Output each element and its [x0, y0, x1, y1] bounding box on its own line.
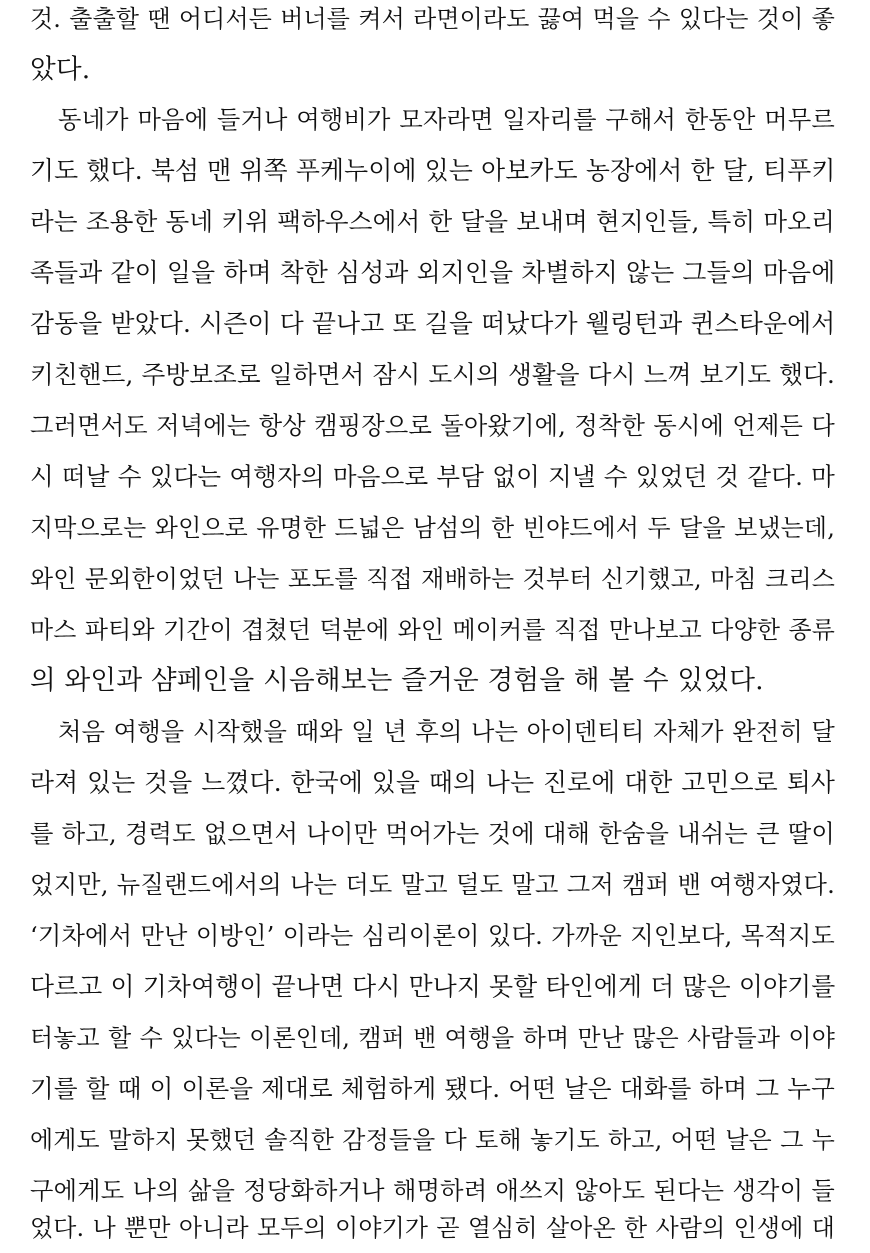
text-line: 처음 여행을 시작했을 때와 일 년 후의 나는 아이덴티티 자체가 완전히 달 [58, 718, 835, 746]
text-line: 다르고 이 기차여행이 끝나면 다시 만나지 못할 타인에게 더 많은 이야기를 [30, 972, 836, 1001]
text-line: 동네가 마음에 들거나 여행비가 모자라면 일자리를 구해서 한동안 머무르 [58, 106, 835, 134]
text-line: 시 떠날 수 있다는 여행자의 마음으로 부담 없이 지낼 수 있었던 것 같다. 마 [30, 462, 835, 491]
text-line: 를 하고, 경력도 없으면서 나이만 먹어가는 것에 대해 한숨을 내쉬는 큰 딸이 [30, 820, 835, 848]
text-line: 었지만, 뉴질랜드에서의 나는 더도 말고 덜도 말고 그저 캠퍼 밴 여행자였다. [30, 871, 835, 899]
text-line: 에게도 말하지 못했던 솔직한 감정들을 다 토해 놓기도 하고, 어떤 날은 그 누 [30, 1126, 835, 1154]
text-line: 았다. [30, 54, 91, 85]
text-line: 와인 문외한이었던 나는 포도를 직접 재배하는 것부터 신기했고, 마침 크리스 [30, 565, 835, 593]
text-line: ‘기차에서 만난 이방인’ 이라는 심리이론이 있다. 가까운 지인보다, 목적지도 [30, 922, 835, 950]
text-line: 것. 출출할 땐 어디서든 버너를 켜서 라면이라도 끓여 먹을 수 있다는 것이 좋 [30, 5, 835, 33]
text-line: 기를 할 때 이 이론을 제대로 체험하게 됐다. 어떤 날은 대화를 하며 그 누구 [30, 1074, 835, 1103]
text-line: 라져 있는 것을 느꼈다. 한국에 있을 때의 나는 진로에 대한 고민으로 퇴사 [30, 768, 835, 797]
document-page [30, 0, 836, 1242]
text-line: 그러면서도 저녁에는 항상 캠핑장으로 돌아왔기에, 정착한 동시에 언제든 다 [30, 412, 835, 440]
text-line: 키친핸드, 주방보조로 일하면서 잠시 도시의 생활을 다시 느껴 보기도 했다. [30, 360, 835, 389]
text-line: 지막으로는 와인으로 유명한 드넓은 남섬의 한 빈야드에서 두 달을 보냈는데, [30, 514, 835, 542]
text-line: 마스 파티와 기간이 겹쳤던 덕분에 와인 메이커를 직접 만나보고 다양한 종류 [30, 616, 835, 644]
text-line: 터놓고 할 수 있다는 이론인데, 캠퍼 밴 여행을 하며 만난 많은 사람들과 이야 [30, 1024, 835, 1052]
text-line: 의 와인과 샴페인을 시음해보는 즐거운 경험을 해 볼 수 있었다. [30, 665, 764, 696]
text-line: 감동을 받았다. 시즌이 다 끝나고 또 길을 떠났다가 웰링턴과 퀸스타운에서 [30, 309, 836, 338]
text-line: 라는 조용한 동네 키위 팩하우스에서 한 달을 보내며 현지인들, 특히 마오리 [30, 207, 835, 236]
text-line: 었다. 나 뿐만 아니라 모두의 이야기가 곧 열심히 살아온 한 사람의 인생에 대 [30, 1214, 835, 1242]
text-line: 족들과 같이 일을 하며 착한 심성과 외지인을 차별하지 않는 그들의 마음에 [30, 258, 836, 287]
text-line: 구에게도 나의 삶을 정당화하거나 해명하려 애쓰지 않아도 된다는 생각이 들 [30, 1177, 835, 1205]
text-line: 기도 했다. 북섬 맨 위쪽 푸케누이에 있는 아보카도 농장에서 한 달, 티푸키 [30, 156, 836, 185]
